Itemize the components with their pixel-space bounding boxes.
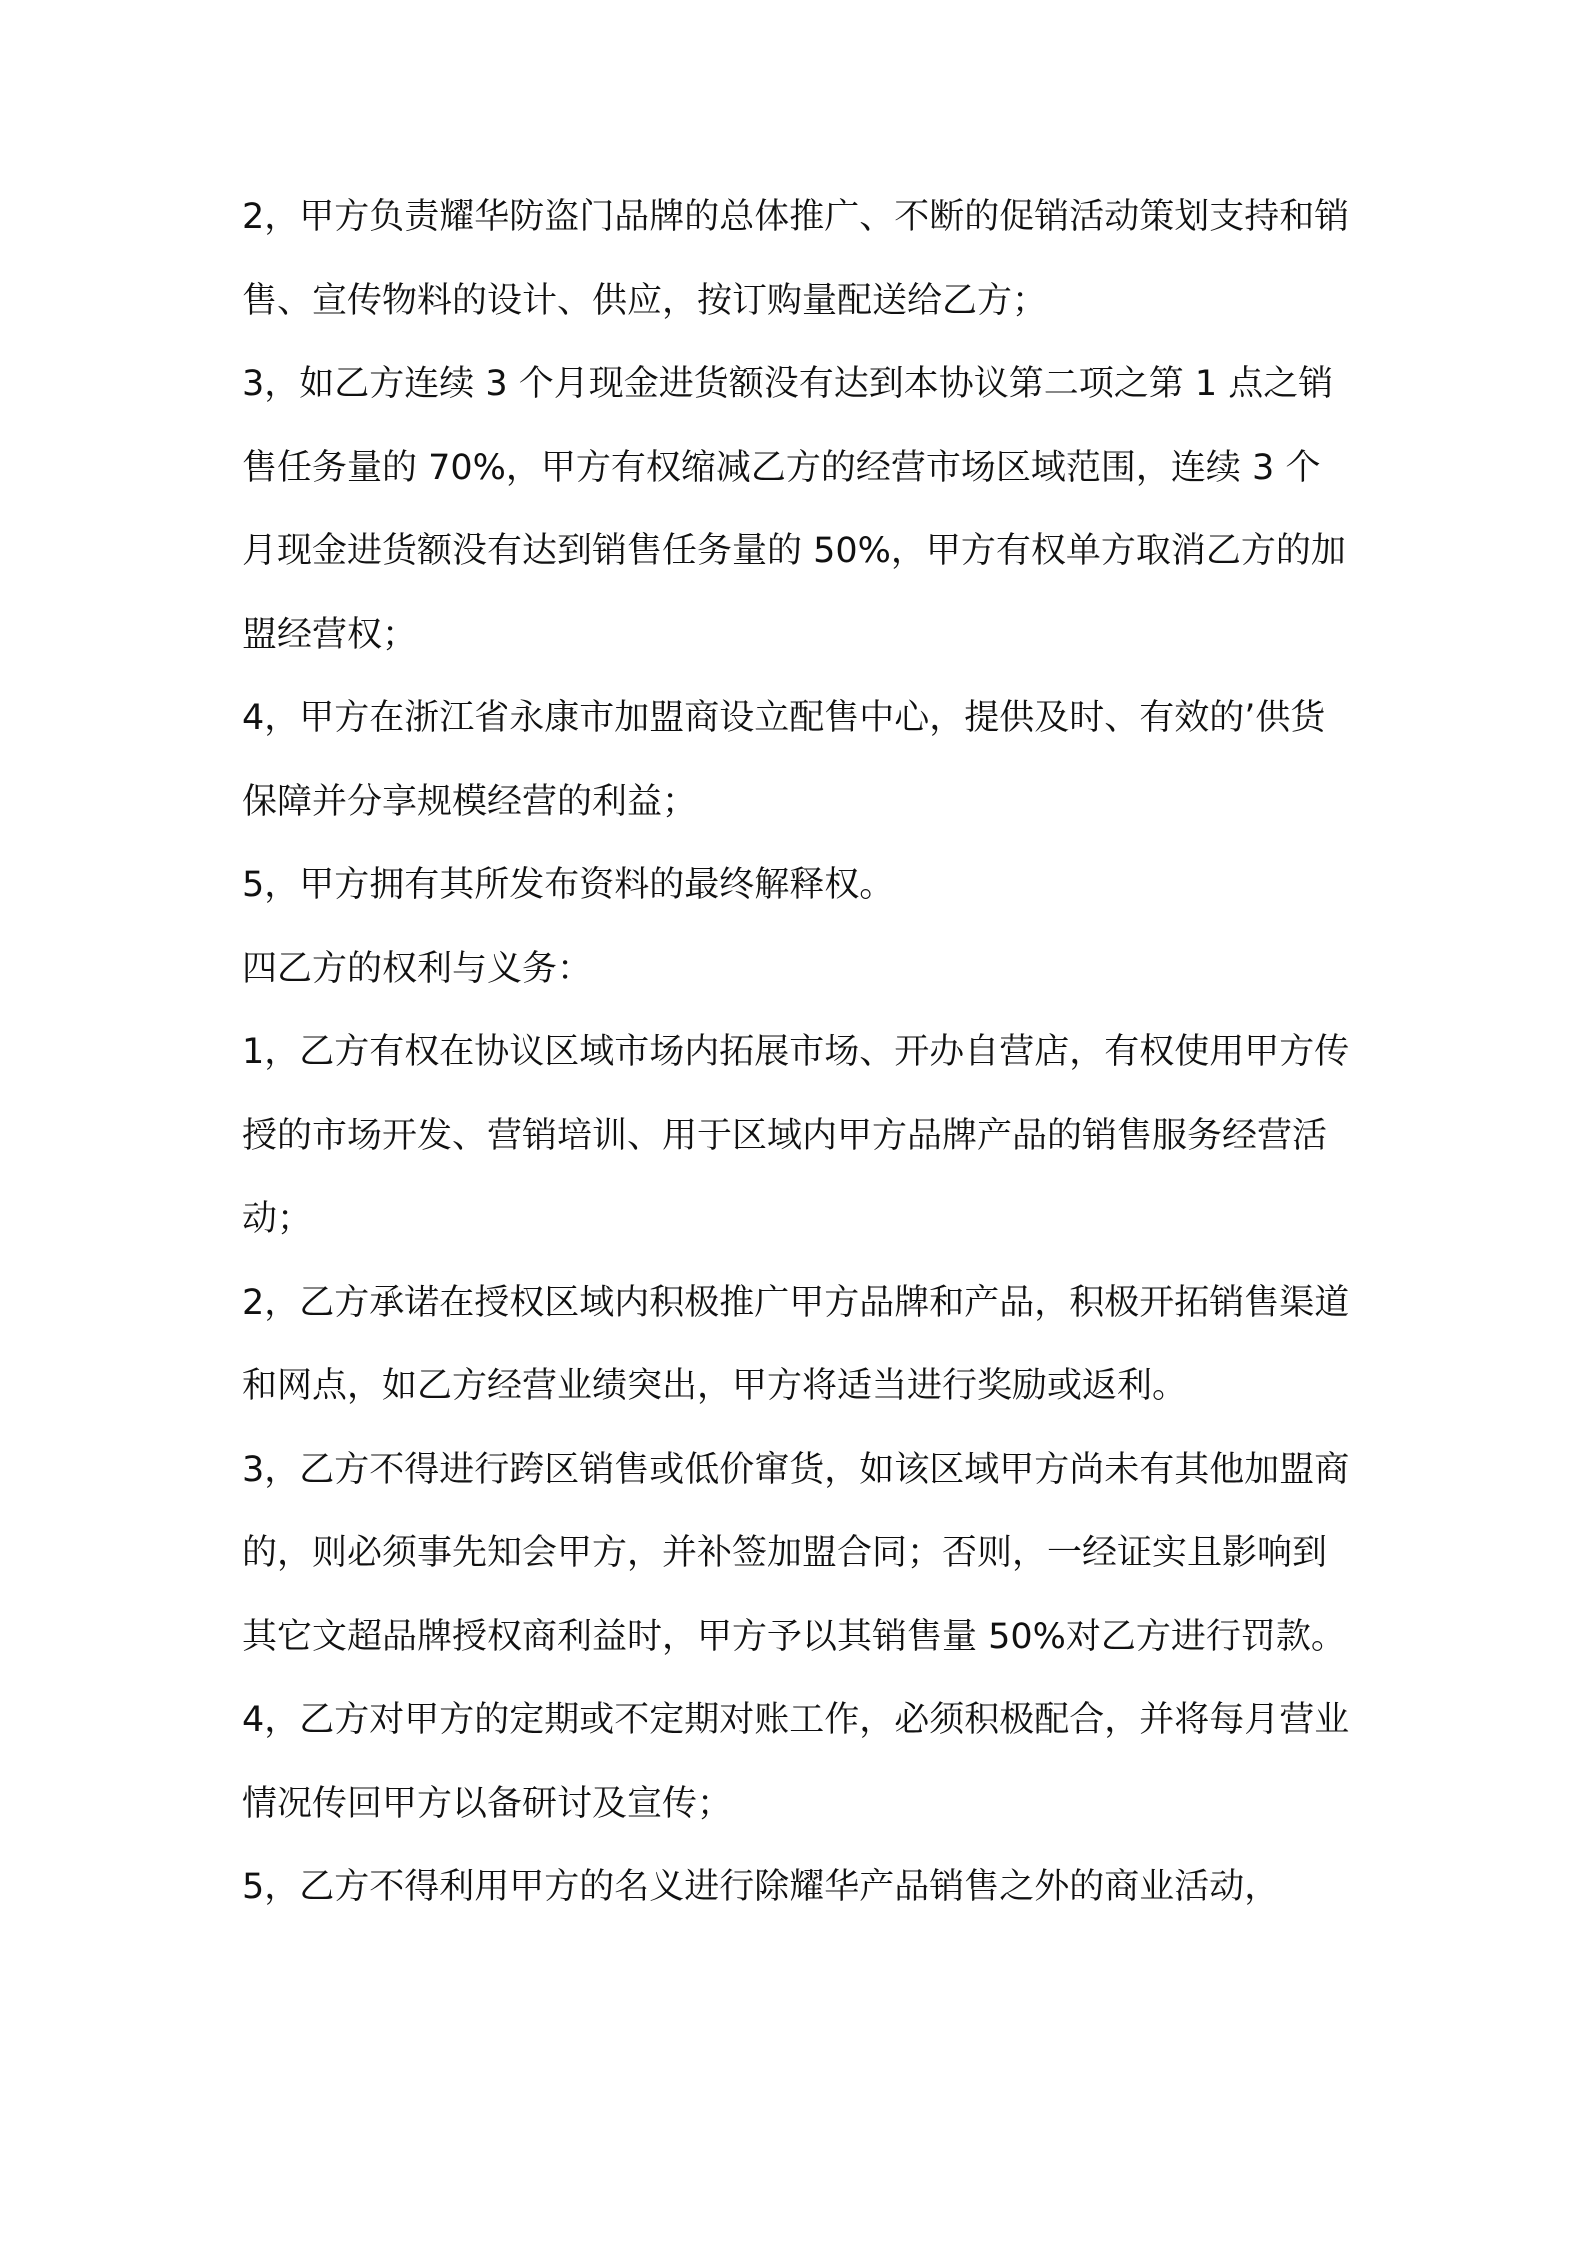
paragraph-clause-3-2: 2，甲方负责耀华防盗门品牌的总体推广、不断的促销活动策划支持和销售、宣传物料的设计、供应，按订购量配送给乙方；	[242, 197, 1350, 321]
paragraph-clause-4-1: 1，乙方有权在协议区域市场内拓展市场、开办自营店，有权使用甲方传授的市场开发、营销培训、用于区域内甲方品牌产品的销售服务经营活动；	[242, 1032, 1350, 1239]
paragraph-clause-4-2: 2，乙方承诺在授权区域内积极推广甲方品牌和产品，积极开拓销售渠道和网点，如乙方经营业绩突出，甲方将适当进行奖励或返利。	[242, 1282, 1350, 1406]
paragraph-clause-4-4: 4，乙方对甲方的定期或不定期对账工作，必须积极配合，并将每月营业情况传回甲方以备研讨及宣传；	[242, 1700, 1350, 1824]
paragraph-clause-3-3: 3，如乙方连续 3 个月现金进货额没有达到本协议第二项之第 1 点之销售任务量的 70%，甲方有权缩减乙方的经营市场区域范围，连续 3 个月现金进货额没有达到销售任务量的 50%，甲方有权单方取消乙方的加盟经营权；	[242, 364, 1346, 655]
document-page	[242, 176, 1352, 1930]
paragraph-clause-3-4: 4，甲方在浙江省永康市加盟商设立配售中心，提供及时、有效的’供货保障并分享规模经营的利益；	[242, 698, 1326, 822]
paragraph-clause-4-5: 5，乙方不得利用甲方的名义进行除耀华产品销售之外的商业活动，	[242, 1867, 1280, 1907]
paragraph-clause-3-5: 5，甲方拥有其所发布资料的最终解释权。	[242, 865, 895, 905]
section-heading-4: 四乙方的权利与义务：	[242, 948, 593, 989]
paragraph-clause-4-3: 3，乙方不得进行跨区销售或低价窜货，如该区域甲方尚未有其他加盟商的，则必须事先知会甲方，并补签加盟合同；否则，一经证实且影响到其它文超品牌授权商利益时，甲方予以其销售量 50%对乙方进行罚款。	[242, 1449, 1350, 1657]
